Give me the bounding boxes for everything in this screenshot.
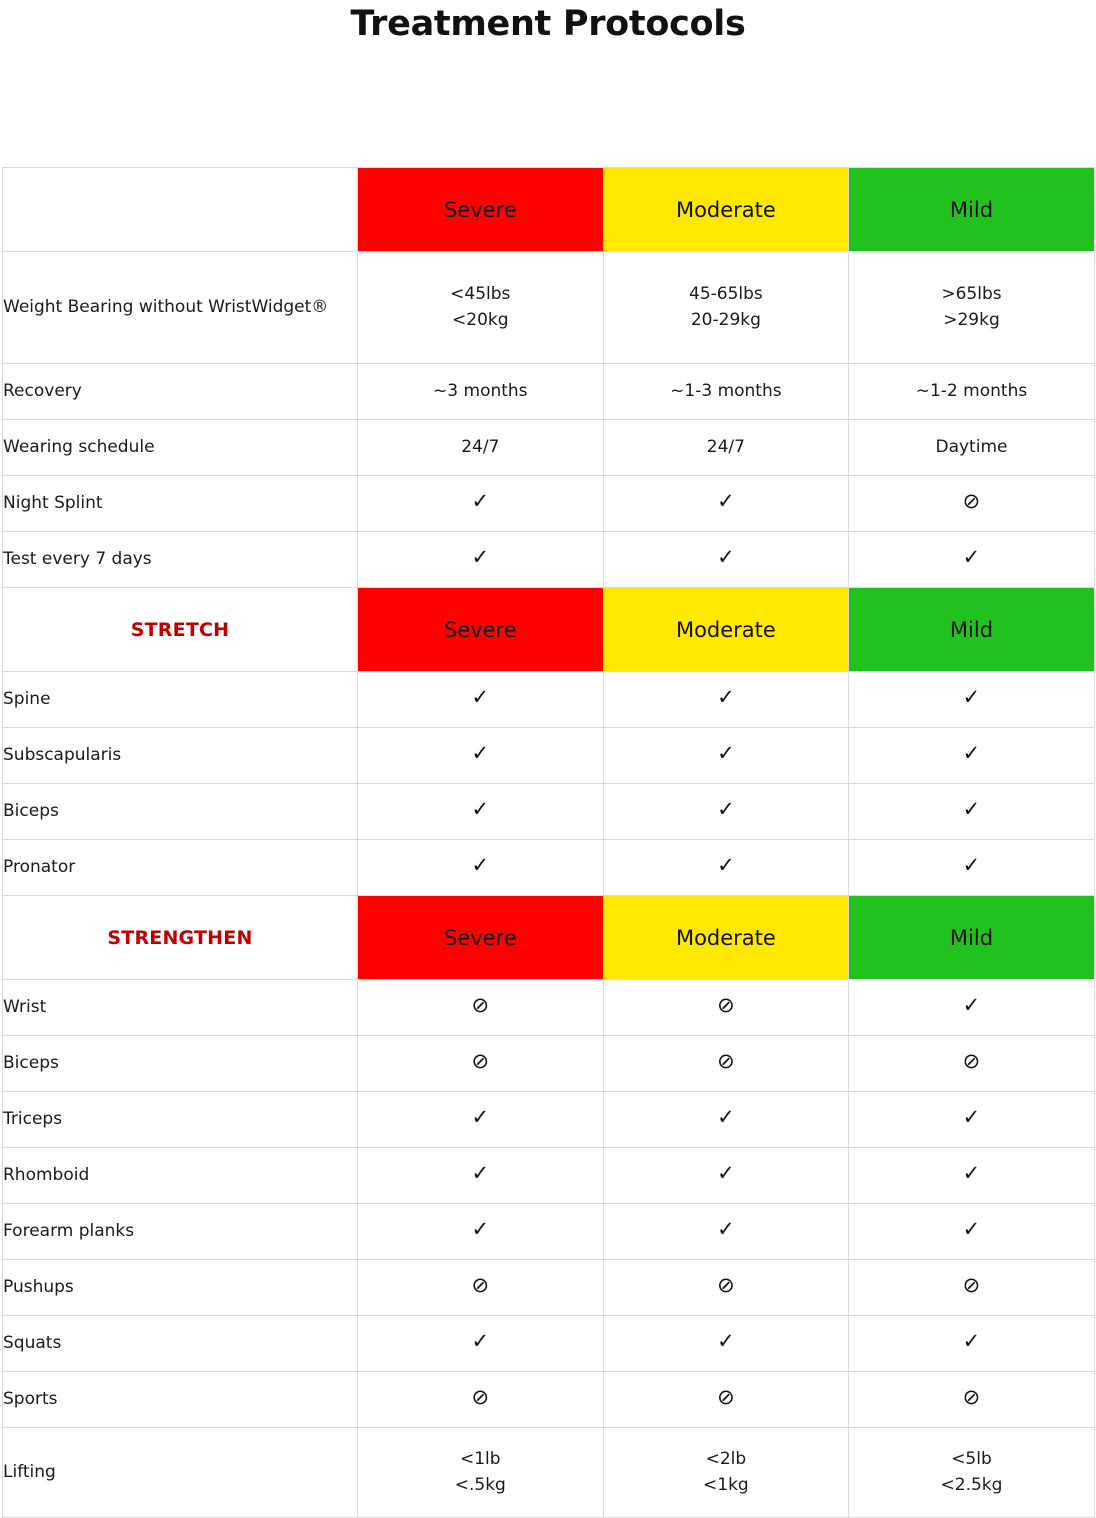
cell-wearing-schedule-severe: 24/7 — [358, 420, 604, 476]
cell-triceps-severe — [358, 1092, 604, 1148]
table-row — [3, 1372, 1095, 1428]
check-icon: ✓ — [962, 1104, 981, 1129]
table-row — [3, 784, 1095, 840]
prohibited-icon: ⊘ — [717, 992, 735, 1017]
cell-night-splint-severe — [358, 476, 604, 532]
cell-biceps-strengthen-moderate — [603, 1036, 849, 1092]
check-icon: ✓ — [962, 544, 981, 569]
cell-spine-mild — [849, 672, 1095, 728]
cell-biceps-strengthen-mild — [849, 1036, 1095, 1092]
prohibited-icon: ⊘ — [471, 1272, 490, 1297]
treatment-protocols-table-wrap — [2, 167, 1094, 1518]
cell-forearm-planks-severe — [358, 1204, 604, 1260]
cell-pushups-severe — [358, 1260, 604, 1316]
row-label-triceps: Triceps — [3, 1092, 358, 1148]
table-row — [3, 252, 1095, 364]
row-label-biceps-stretch: Biceps — [3, 784, 358, 840]
value-line-2: 20-29kg — [690, 309, 761, 330]
page-title: Treatment Protocols — [350, 4, 746, 44]
table-row — [3, 532, 1095, 588]
check-icon: ✓ — [471, 1216, 490, 1241]
cell-recovery-moderate: ~1-3 months — [603, 364, 849, 420]
check-icon: ✓ — [471, 852, 490, 877]
row-label-rhomboid: Rhomboid — [3, 1148, 358, 1204]
check-icon: ✓ — [962, 1216, 981, 1241]
row-label-sports: Sports — [3, 1372, 358, 1428]
prohibited-icon: ⊘ — [471, 1384, 490, 1409]
cell-rhomboid-moderate — [603, 1148, 849, 1204]
cell-test-mild — [849, 532, 1095, 588]
cell-sports-mild — [849, 1372, 1095, 1428]
cell-biceps-stretch-moderate — [603, 784, 849, 840]
value-line-1: >65lbs — [941, 284, 1002, 304]
cell-weight-bearing-moderate — [603, 252, 849, 364]
value-line-1: <5lb — [951, 1449, 992, 1469]
header-blank-cell — [3, 168, 358, 252]
cell-lifting-moderate — [603, 1428, 849, 1518]
cell-pronator-severe — [358, 840, 604, 896]
cell-biceps-strengthen-severe — [358, 1036, 604, 1092]
check-icon: ✓ — [471, 1160, 490, 1185]
cell-sports-moderate — [603, 1372, 849, 1428]
header-moderate: Moderate — [603, 168, 849, 252]
stretch-header-mild: Mild — [849, 588, 1095, 672]
check-icon: ✓ — [717, 740, 735, 765]
prohibited-icon: ⊘ — [717, 1048, 735, 1073]
row-label-biceps-strengthen: Biceps — [3, 1036, 358, 1092]
cell-wrist-moderate — [603, 980, 849, 1036]
table-body — [3, 168, 1095, 1518]
header-mild: Mild — [849, 168, 1095, 252]
cell-subscapularis-mild — [849, 728, 1095, 784]
table-row — [3, 1316, 1095, 1372]
cell-weight-bearing-severe — [358, 252, 604, 364]
cell-night-splint-moderate — [603, 476, 849, 532]
row-label-squats: Squats — [3, 1316, 358, 1372]
table-row — [3, 840, 1095, 896]
check-icon: ✓ — [717, 852, 735, 877]
row-label-pushups: Pushups — [3, 1260, 358, 1316]
cell-subscapularis-moderate — [603, 728, 849, 784]
cell-pronator-moderate — [603, 840, 849, 896]
cell-spine-moderate — [603, 672, 849, 728]
row-label-wrist: Wrist — [3, 980, 358, 1036]
check-icon: ✓ — [717, 1328, 735, 1353]
stretch-header-moderate: Moderate — [603, 588, 849, 672]
cell-wrist-severe — [358, 980, 604, 1036]
strengthen-header-mild: Mild — [849, 896, 1095, 980]
cell-subscapularis-severe — [358, 728, 604, 784]
table-row — [3, 476, 1095, 532]
cell-lifting-mild — [849, 1428, 1095, 1518]
table-row — [3, 1036, 1095, 1092]
cell-lifting-severe — [358, 1428, 604, 1518]
prohibited-icon: ⊘ — [962, 488, 981, 513]
prohibited-icon: ⊘ — [717, 1272, 735, 1297]
cell-recovery-severe: ~3 months — [358, 364, 604, 420]
cell-pronator-mild — [849, 840, 1095, 896]
cell-pushups-moderate — [603, 1260, 849, 1316]
check-icon: ✓ — [962, 852, 981, 877]
value-line-2: <1kg — [703, 1474, 749, 1495]
row-label-night-splint: Night Splint — [3, 476, 358, 532]
check-icon: ✓ — [471, 1104, 490, 1129]
cell-sports-severe — [358, 1372, 604, 1428]
table-row — [3, 980, 1095, 1036]
table-row — [3, 1148, 1095, 1204]
value-line-2: <2.5kg — [940, 1474, 1003, 1495]
prohibited-icon: ⊘ — [471, 1048, 490, 1073]
section-label-stretch: STRETCH — [3, 588, 358, 672]
check-icon: ✓ — [717, 544, 735, 569]
document-page — [0, 2, 1096, 1502]
check-icon: ✓ — [962, 1328, 981, 1353]
value-line-1: 45-65lbs — [689, 284, 763, 304]
check-icon: ✓ — [717, 796, 735, 821]
check-icon: ✓ — [471, 684, 490, 709]
stretch-header-severe: Severe — [358, 588, 604, 672]
strengthen-header-severe: Severe — [358, 896, 604, 980]
cell-biceps-stretch-severe — [358, 784, 604, 840]
table-row — [3, 1204, 1095, 1260]
check-icon: ✓ — [471, 740, 490, 765]
cell-squats-moderate — [603, 1316, 849, 1372]
row-label-lifting: Lifting — [3, 1428, 358, 1518]
table-row — [3, 728, 1095, 784]
section-header-stretch — [3, 588, 1095, 672]
cell-biceps-stretch-mild — [849, 784, 1095, 840]
row-label-recovery: Recovery — [3, 364, 358, 420]
cell-night-splint-mild — [849, 476, 1095, 532]
check-icon: ✓ — [717, 488, 735, 513]
section-label-strengthen: STRENGTHEN — [3, 896, 358, 980]
prohibited-icon: ⊘ — [962, 1384, 981, 1409]
value-line-1: <2lb — [705, 1449, 747, 1469]
check-icon: ✓ — [962, 1160, 981, 1185]
treatment-protocols-table — [2, 167, 1095, 1518]
check-icon: ✓ — [962, 740, 981, 765]
cell-forearm-planks-moderate — [603, 1204, 849, 1260]
table-row — [3, 420, 1095, 476]
check-icon: ✓ — [962, 796, 981, 821]
cell-test-moderate — [603, 532, 849, 588]
check-icon: ✓ — [962, 684, 981, 709]
table-row — [3, 1092, 1095, 1148]
cell-forearm-planks-mild — [849, 1204, 1095, 1260]
value-line-1: <1lb — [460, 1449, 501, 1469]
check-icon: ✓ — [717, 1104, 735, 1129]
row-label-test-every-7-days: Test every 7 days — [3, 532, 358, 588]
check-icon: ✓ — [717, 684, 735, 709]
check-icon: ✓ — [962, 992, 981, 1017]
cell-spine-severe — [358, 672, 604, 728]
check-icon: ✓ — [471, 796, 490, 821]
table-row-header — [3, 168, 1095, 252]
check-icon: ✓ — [471, 1328, 490, 1353]
cell-wearing-schedule-mild: Daytime — [849, 420, 1095, 476]
check-icon: ✓ — [471, 544, 490, 569]
cell-triceps-mild — [849, 1092, 1095, 1148]
value-line-1: <45lbs — [450, 284, 511, 304]
check-icon: ✓ — [471, 488, 490, 513]
cell-wearing-schedule-moderate: 24/7 — [603, 420, 849, 476]
row-label-pronator: Pronator — [3, 840, 358, 896]
row-label-forearm-planks: Forearm planks — [3, 1204, 358, 1260]
row-label-weight-bearing: Weight Bearing without WristWidget® — [3, 252, 358, 364]
cell-squats-severe — [358, 1316, 604, 1372]
table-row — [3, 1260, 1095, 1316]
section-header-strengthen — [3, 896, 1095, 980]
cell-squats-mild — [849, 1316, 1095, 1372]
row-label-wearing-schedule: Wearing schedule — [3, 420, 358, 476]
value-line-2: >29kg — [943, 309, 1000, 330]
value-line-2: <.5kg — [454, 1474, 506, 1495]
cell-pushups-mild — [849, 1260, 1095, 1316]
cell-test-severe — [358, 532, 604, 588]
cell-weight-bearing-mild — [849, 252, 1095, 364]
row-label-spine: Spine — [3, 672, 358, 728]
cell-recovery-mild: ~1-2 months — [849, 364, 1095, 420]
table-row — [3, 672, 1095, 728]
header-severe: Severe — [358, 168, 604, 252]
prohibited-icon: ⊘ — [962, 1272, 981, 1297]
table-row — [3, 364, 1095, 420]
check-icon: ✓ — [717, 1216, 735, 1241]
row-label-subscapularis: Subscapularis — [3, 728, 358, 784]
prohibited-icon: ⊘ — [962, 1048, 981, 1073]
check-icon: ✓ — [717, 1160, 735, 1185]
cell-rhomboid-mild — [849, 1148, 1095, 1204]
prohibited-icon: ⊘ — [717, 1384, 735, 1409]
cell-rhomboid-severe — [358, 1148, 604, 1204]
cell-wrist-mild — [849, 980, 1095, 1036]
value-line-2: <20kg — [452, 309, 509, 330]
cell-triceps-moderate — [603, 1092, 849, 1148]
table-row — [3, 1428, 1095, 1518]
prohibited-icon: ⊘ — [471, 992, 490, 1017]
strengthen-header-moderate: Moderate — [603, 896, 849, 980]
